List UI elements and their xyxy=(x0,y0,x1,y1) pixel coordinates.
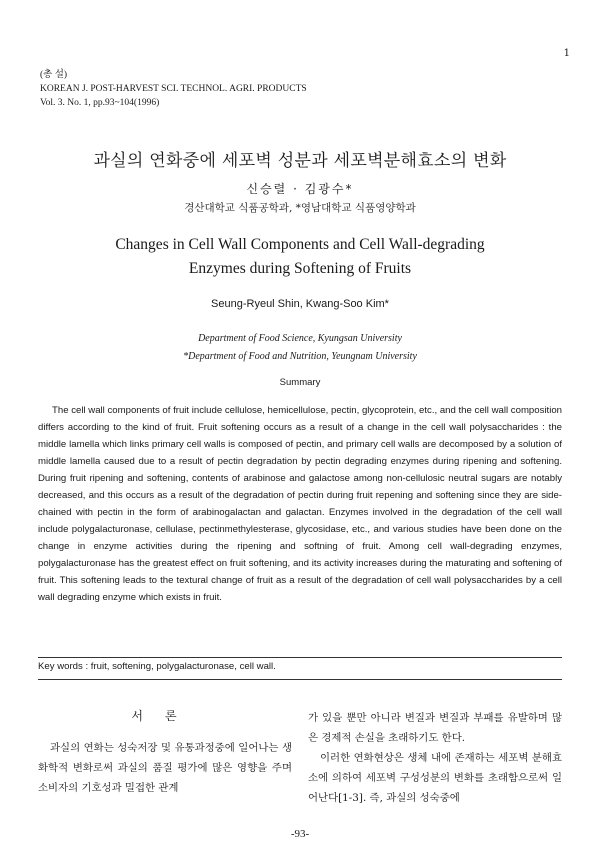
intro-right-column xyxy=(308,708,562,808)
affiliation-1: Department of Food Science, Kyungsan University xyxy=(198,333,402,344)
summary-heading: Summary xyxy=(279,377,321,388)
page-number: 1 xyxy=(563,48,570,59)
keywords-bottom-rule xyxy=(38,679,562,680)
english-authors: Seung-Ryeul Shin, Kwang-Soo Kim* xyxy=(211,298,389,310)
journal-volume: Vol. 3. No. 1, pp.93~104(1996) xyxy=(40,98,160,108)
intro-right-paragraph-2: 이러한 연화현상은 생체 내에 존재하는 세포벽 분해효소에 의하여 세포벽 구성성분의 변화를 초래함으로써 일어난다[1-3]. 즉, 과실의 성숙중에 xyxy=(308,752,562,804)
keywords: Key words : fruit, softening, polygalacturonase, cell wall. xyxy=(38,661,276,672)
korean-authors: 신승렬 · 김광수* xyxy=(246,182,354,196)
journal-name: KOREAN J. POST-HARVEST SCI. TECHNOL. AGRI. PRODUCTS xyxy=(40,84,307,94)
article-type: (총 설) xyxy=(40,70,68,80)
english-title-line-1: Changes in Cell Wall Components and Cell Wall-degrading xyxy=(115,236,485,253)
intro-right-paragraph-1: 가 있을 뿐만 아니라 변질과 변질과 부패를 유발하며 많은 경제적 손실을 초래하기도 한다. xyxy=(308,712,562,744)
intro-left-column: 과실의 연화는 성숙저장 및 유통과정중에 일어나는 생화학적 변화로써 과실의 품질 평가에 많은 영향을 주며 소비자의 기호성과 밀접한 관계 xyxy=(38,742,292,794)
abstract-text: The cell wall components of fruit include cellulose, hemicellulose, pectin, glycoprotein, etc., and the cell wall composition differs according to the kind of fruit. Fruit softening occurs as a result of a change in the cell wall polysaccharides : the middle lamella which links primary cell walls is composed of pectin, and primary cell walls are decomposed by a solution of middle lamella caused due to a result of pectin degradation by pectin degrading enzymes during ripening and softening. During fruit ripening and softening, contents of arabinose and galactose among non-cellulosic neutral sugars are notably decreased, and this occurs as a result of the degradation of pectin during fruit repening and softening since they are side-chained with pectin in the form of arabinogalactan and galactan. Enzymes involved in the degradation of the cell wall include polygalacturonase, cellulase, pectinmethylesterase, glycosidase, etc., and various studies have been done on the change in enzyme activities during the ripening and softning of fruit. Among cell wall-degrading enzymes, polygalacturonase has the greatest effect on fruit softening, and its activity increases during the maturating and softening of fruit. This softening leads to the textural change of fruit as a result of the degradation of cell wall polysaccharides by a cell wall degrading enzyme which exists in fruit. xyxy=(38,405,562,603)
english-title-line-2: Enzymes during Softening of Fruits xyxy=(188,260,412,277)
footer-page-number: -93- xyxy=(290,828,310,840)
english-title xyxy=(0,233,600,281)
korean-affiliation: 경산대학교 식품공학과, *영남대학교 식품영양학과 xyxy=(184,202,416,214)
korean-title: 과실의 연화중에 세포벽 성분과 세포벽분해효소의 변화 xyxy=(93,151,507,171)
english-affiliations xyxy=(0,330,600,366)
journal-header xyxy=(40,68,307,110)
keywords-top-rule xyxy=(38,657,562,658)
affiliation-2: *Department of Food and Nutrition, Yeungnam University xyxy=(183,351,417,362)
introduction-heading: 서론 xyxy=(131,709,199,723)
